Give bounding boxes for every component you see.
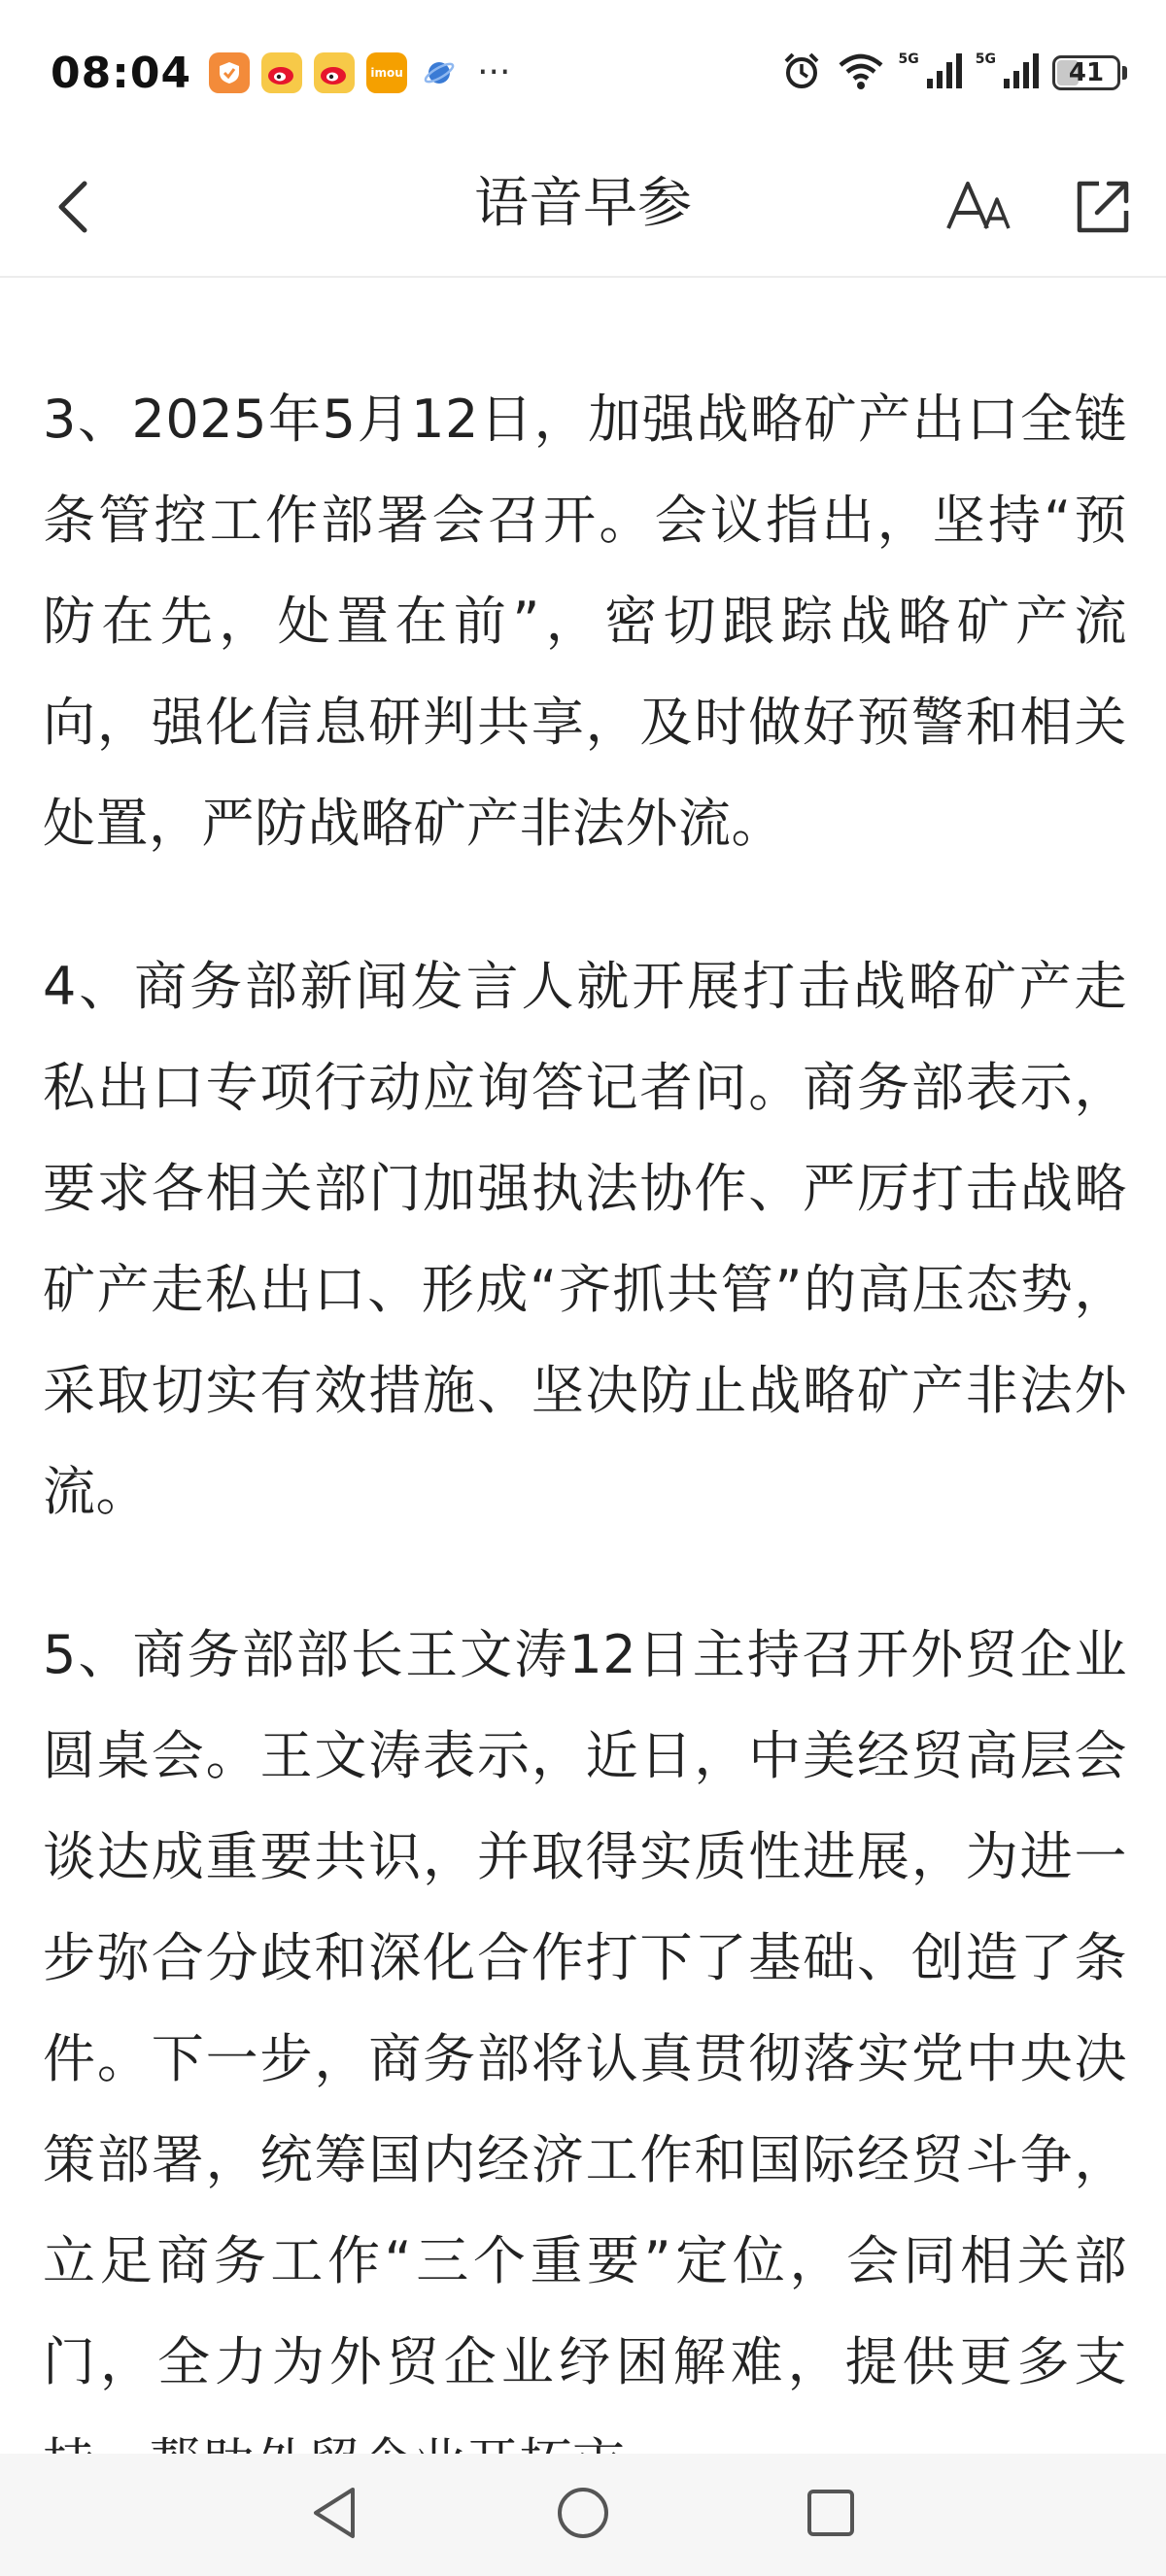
circle-home-icon — [554, 2484, 612, 2546]
network-label: 5G — [898, 51, 919, 67]
network-label: 5G — [975, 51, 996, 67]
back-button[interactable] — [39, 175, 107, 243]
nav-back-button[interactable] — [301, 2481, 369, 2549]
font-size-icon — [944, 178, 1012, 240]
chevron-left-icon — [53, 178, 92, 240]
system-status — [780, 50, 1127, 96]
battery-level: 41 — [1068, 58, 1105, 87]
status-time: 08:04 — [51, 48, 192, 98]
system-nav-bar — [0, 2454, 1166, 2576]
nav-recent-button[interactable] — [797, 2481, 865, 2549]
imou-label: imou — [370, 66, 403, 80]
article-paragraph: 3、2025年5月12日，加强战略矿产出口全链条管控工作部署会召开。会议指出，坚持“预防在先，处置在前”，密切跟踪战略矿产流向，强化信息研判共享，及时做好预警和相关处置，严防战略矿产非法外流。 — [43, 389, 1127, 854]
notification-icons — [209, 52, 510, 93]
more-notifications-icon: ··· — [477, 52, 511, 92]
wifi-icon — [837, 51, 885, 94]
weibo-icon — [314, 52, 355, 93]
article-paragraph: 5、商务部部长王文涛12日主持召开外贸企业圆桌会。王文涛表示，近日，中美经贸高层会谈达成重要共识，并取得实质性进展，为进一步弥合分歧和深化合作打下了基础、创造了条件。下一步，商务部将认真贯彻落实党中央决策部署，统筹国内经济工作和国际经贸斗争，立足商务工作“三个重要”定位，会同相关部门，全力为外贸企业纾困解难，提供更多支 — [43, 1624, 1127, 2392]
imou-icon — [366, 52, 407, 93]
share-button[interactable] — [1069, 175, 1137, 243]
share-out-icon — [1074, 178, 1132, 240]
square-recent-icon — [804, 2486, 858, 2544]
nav-home-button[interactable] — [549, 2481, 617, 2549]
signal-icon — [1004, 51, 1039, 94]
triangle-back-icon — [308, 2484, 362, 2546]
article-body — [43, 369, 1127, 2576]
weibo-icon — [261, 52, 302, 93]
shield-app-icon — [209, 52, 250, 93]
alarm-icon — [780, 50, 823, 96]
signal-icon — [927, 51, 962, 94]
app-header — [0, 146, 1166, 278]
article-content[interactable] — [0, 280, 1166, 2454]
battery-icon — [1052, 55, 1127, 90]
page-title: 语音早参 — [474, 172, 692, 235]
article-paragraph: 4、商务部新闻发言人就开展打击战略矿产走私出口专项行动应询答记者问。商务部表示，要求各相关部门加强执法协作、严厉打击战略矿产走私出口、形成“齐抓共管”的高压态势，采取切实有效措施、坚决防止战略矿产非法外流。 — [43, 956, 1127, 1522]
status-bar — [0, 0, 1166, 146]
planet-icon — [419, 52, 460, 93]
font-size-button[interactable] — [943, 175, 1014, 243]
